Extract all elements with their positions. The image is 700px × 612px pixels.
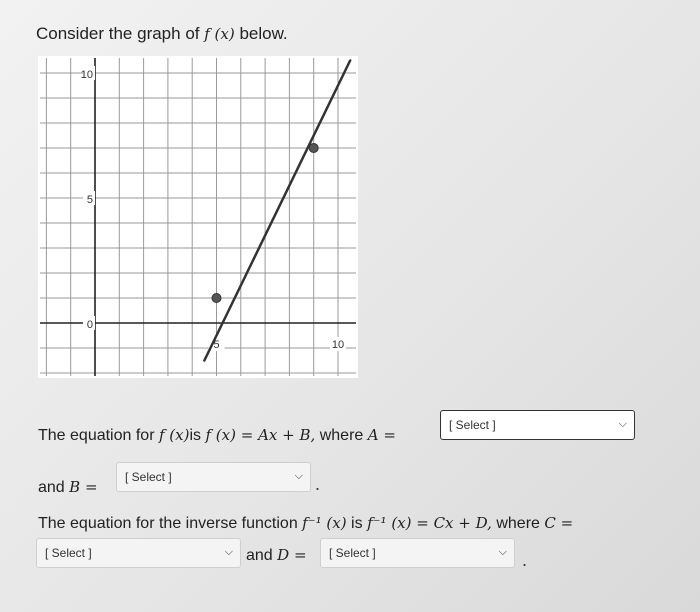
line1-var-a: A =: [367, 426, 396, 444]
select-d[interactable]: [320, 538, 515, 568]
line3-var-c: C =: [544, 514, 574, 532]
chevron-down-icon: ⌵: [498, 546, 507, 558]
line2-period: .: [315, 474, 321, 494]
x-tick-label: 5: [213, 339, 220, 351]
line1-func: f (x): [158, 426, 190, 444]
function-graph: [20, 8, 668, 388]
line2-var-b: B =: [69, 478, 98, 496]
select-d-value: [ Select ]: [329, 546, 376, 560]
line1-where: where: [319, 427, 364, 444]
line3-where: where: [496, 515, 540, 532]
chevron-down-icon: ⌵: [618, 418, 627, 430]
line1-expr: f (x) = Ax + B,: [205, 426, 316, 444]
select-c-value: [ Select ]: [45, 546, 92, 560]
select-a[interactable]: [440, 410, 635, 440]
line3-inverse-func: f⁻¹ (x): [302, 514, 347, 532]
line3-prefix: The equation for the inverse function: [38, 515, 298, 532]
y-tick-label: 10: [80, 69, 93, 81]
line3-is: is: [351, 515, 363, 532]
chevron-down-icon: ⌵: [224, 546, 233, 558]
title-suffix: below.: [239, 24, 288, 43]
line2-and: and: [38, 479, 65, 496]
select-c[interactable]: [36, 538, 241, 568]
line4-and: and: [246, 547, 273, 564]
y-tick-label: 0: [86, 319, 93, 331]
marked-point: [212, 294, 221, 303]
equation-line-f: [38, 426, 396, 445]
select-b[interactable]: [116, 462, 311, 492]
select-a-value: [ Select ]: [449, 418, 496, 432]
equation-line-d: [246, 546, 307, 565]
equation-line-b: [38, 478, 98, 497]
line4-var-d: D =: [277, 546, 307, 564]
question-card: [20, 8, 668, 608]
equation-line-inverse: [38, 514, 573, 533]
chevron-down-icon: ⌵: [294, 470, 303, 482]
marked-point: [309, 144, 318, 153]
line1-is: is: [189, 427, 202, 444]
line1-prefix: The equation for: [38, 427, 155, 444]
y-tick-label: 5: [86, 194, 93, 206]
line4-period: .: [522, 550, 528, 570]
select-b-value: [ Select ]: [125, 470, 172, 484]
x-tick-label: 10: [331, 339, 345, 351]
line3-expr: f⁻¹ (x) = Cx + D,: [367, 514, 492, 532]
title-text: Consider the graph of: [36, 24, 200, 43]
title-function: f (x): [204, 25, 235, 43]
